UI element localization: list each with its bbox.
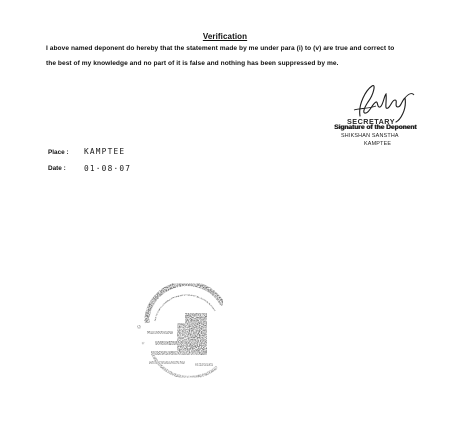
date-value: 01·08·07	[84, 164, 132, 173]
signature-caption: Signature of the Deponent	[334, 124, 417, 131]
place-label: Place :	[48, 149, 69, 156]
verification-text-line-2: the best of my knowledge and no part of it is false and nothing has been suppressed by me.	[46, 60, 339, 67]
place-value: KAMPTEE	[84, 147, 126, 156]
verification-text-line-1: I above named deponent do hereby that the statement made by me under para (i) to (v) are true and correct to	[46, 45, 395, 52]
organization-location: KAMPTEE	[364, 141, 392, 147]
date-label: Date :	[48, 165, 66, 172]
signatory-designation: SECRETARY	[347, 117, 396, 126]
organization-name: SHIKSHAN SANSTHA	[341, 133, 399, 139]
office-seal-stamp	[125, 283, 235, 385]
document-heading: Verification	[202, 32, 248, 41]
